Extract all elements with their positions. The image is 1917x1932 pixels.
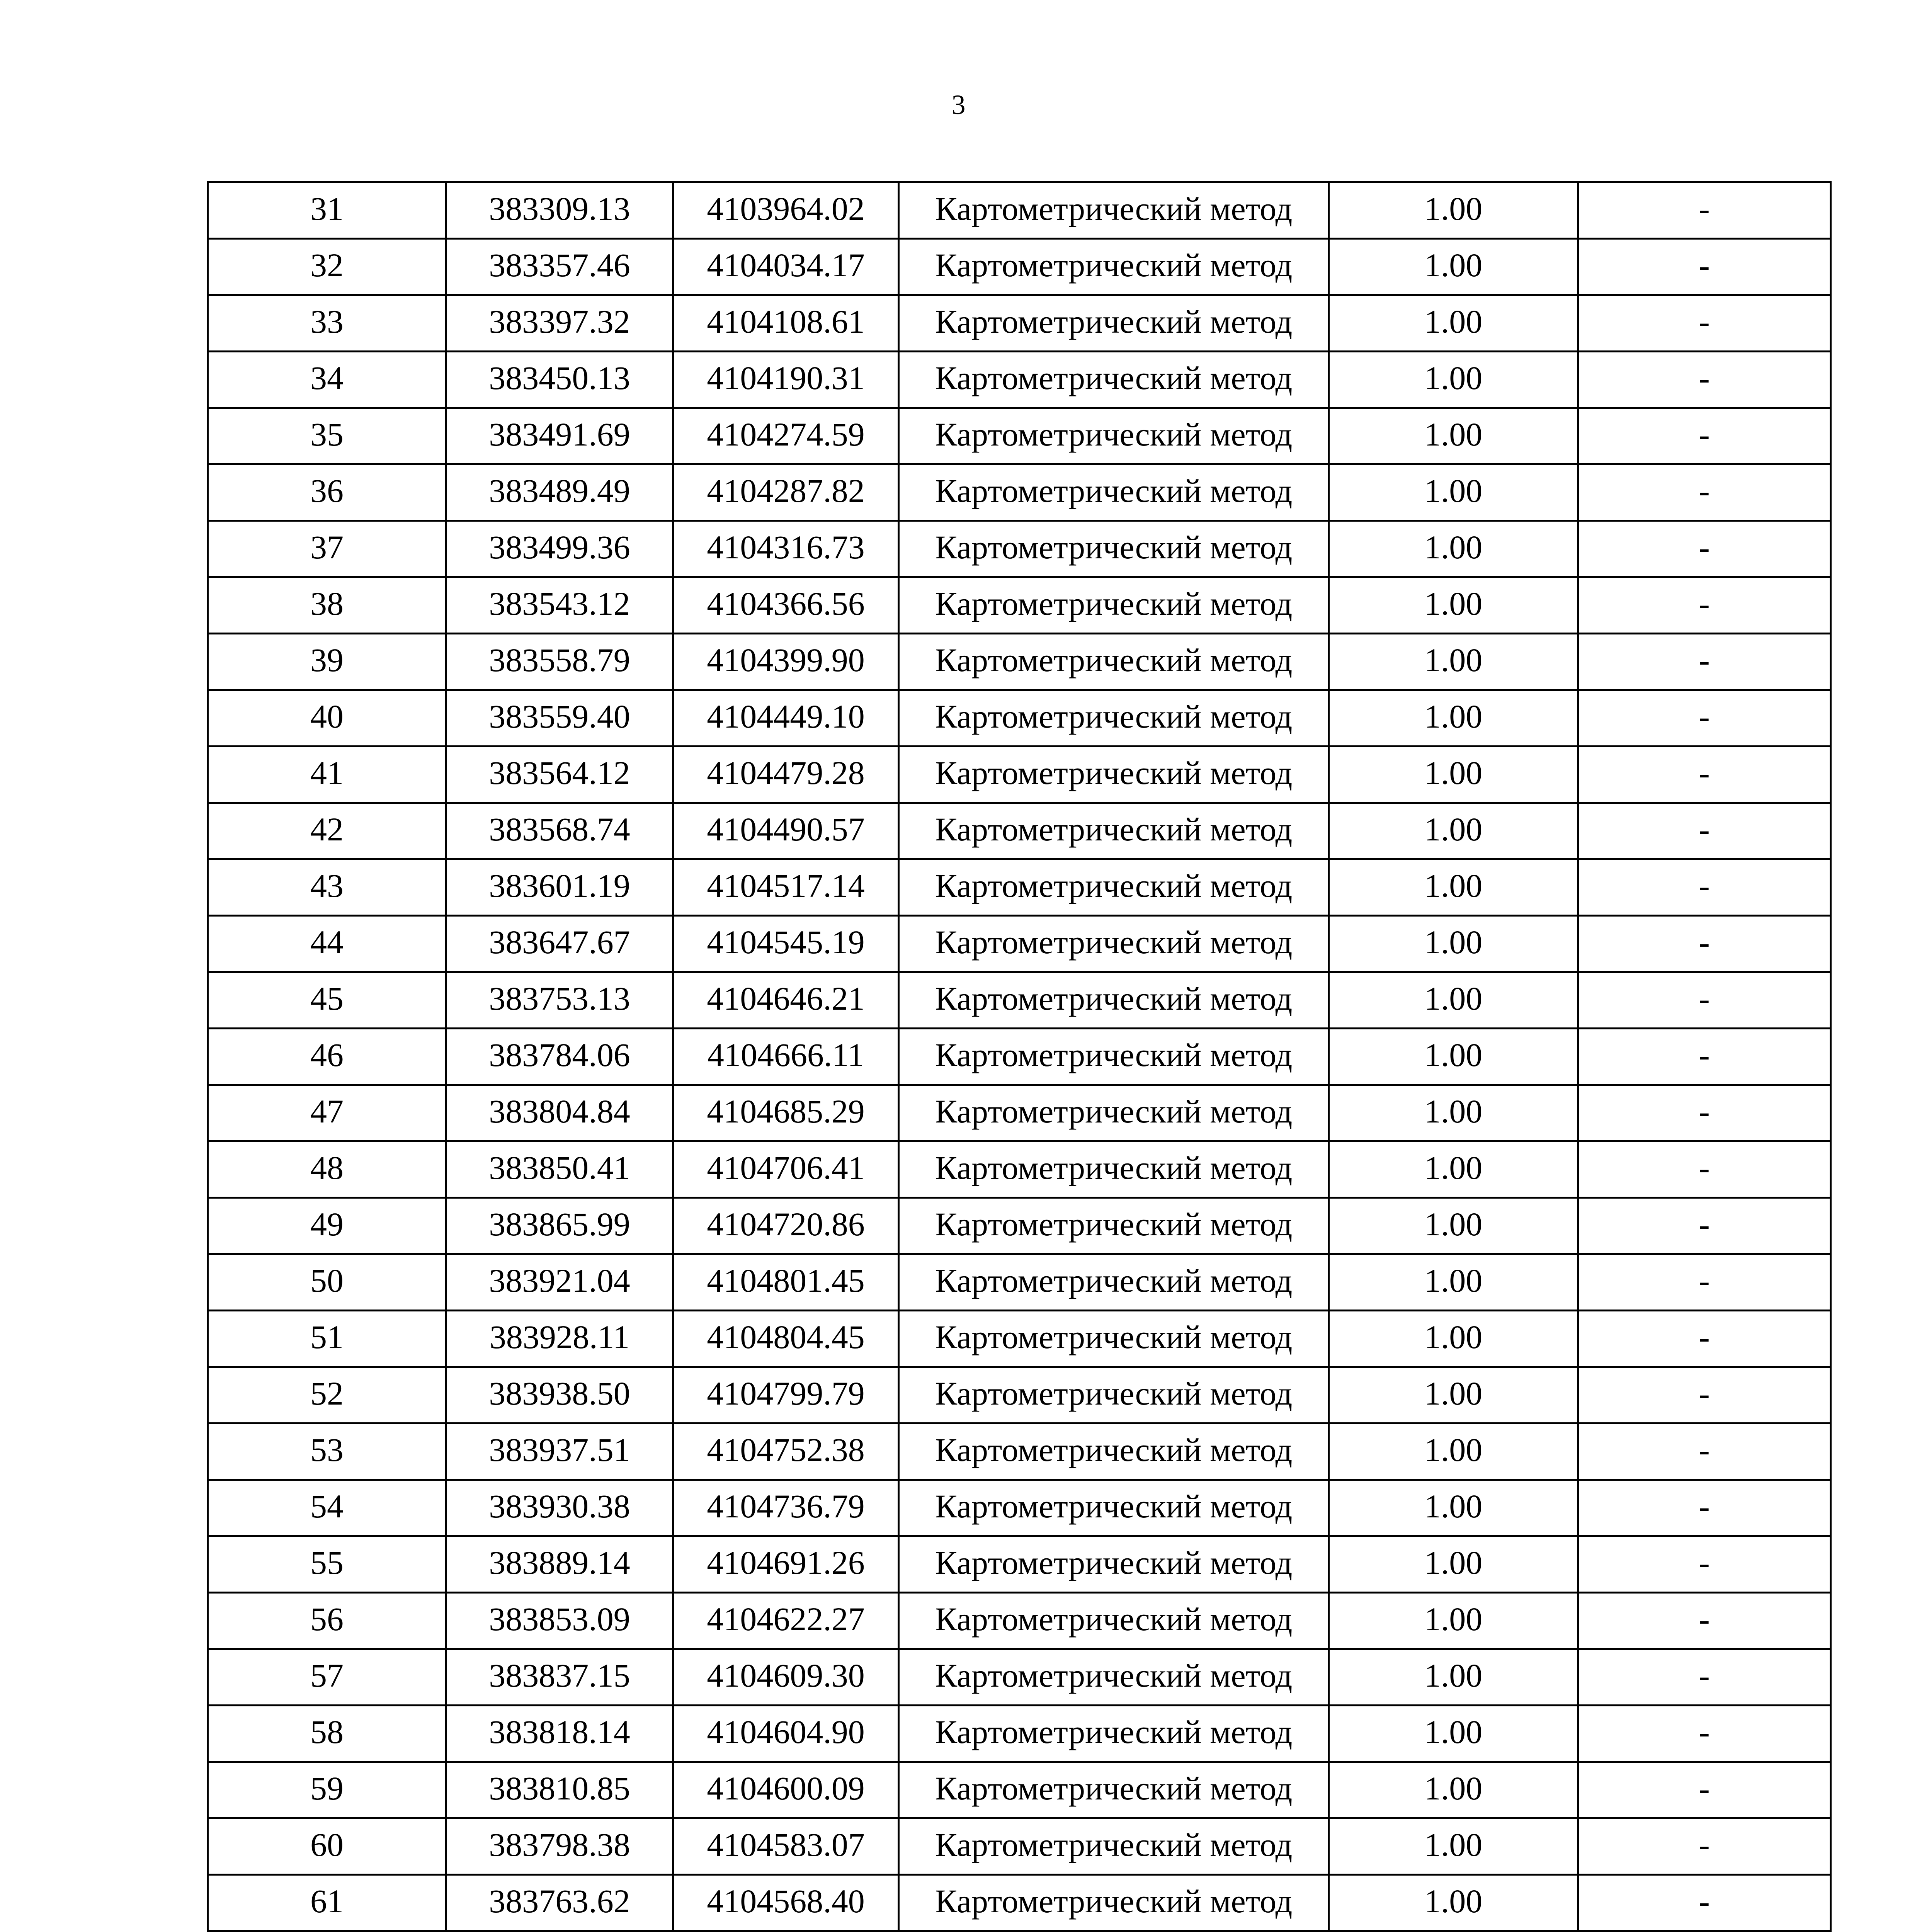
y-coordinate-cell: 4104720.86 [673,1198,899,1254]
accuracy-cell: 1.00 [1329,1762,1578,1818]
x-coordinate-cell: 383647.67 [446,916,673,972]
x-coordinate-cell: 383499.36 [446,521,673,577]
x-coordinate-cell: 383937.51 [446,1423,673,1480]
method-cell: Картометрический метод [899,1593,1329,1649]
point-number-cell: 46 [208,1029,446,1085]
y-coordinate-cell: 4104604.90 [673,1706,899,1762]
table-row [208,1141,1831,1198]
table-row [208,1423,1831,1480]
extra-cell: - [1578,1875,1831,1931]
x-coordinate-cell: 383601.19 [446,859,673,916]
point-number-cell: 45 [208,972,446,1029]
y-coordinate-cell: 4104799.79 [673,1367,899,1423]
method-cell: Картометрический метод [899,1536,1329,1593]
y-coordinate-cell: 4104646.21 [673,972,899,1029]
accuracy-cell: 1.00 [1329,352,1578,408]
coordinates-table [207,181,1832,1932]
x-coordinate-cell: 383818.14 [446,1706,673,1762]
extra-cell: - [1578,1029,1831,1085]
point-number-cell: 31 [208,182,446,239]
point-number-cell: 47 [208,1085,446,1141]
method-cell: Картометрический метод [899,182,1329,239]
method-cell: Картометрический метод [899,1141,1329,1198]
y-coordinate-cell: 4104568.40 [673,1875,899,1931]
accuracy-cell: 1.00 [1329,1875,1578,1931]
point-number-cell: 49 [208,1198,446,1254]
accuracy-cell: 1.00 [1329,408,1578,464]
y-coordinate-cell: 4104034.17 [673,239,899,295]
point-number-cell: 53 [208,1423,446,1480]
method-cell: Картометрический метод [899,972,1329,1029]
point-number-cell: 43 [208,859,446,916]
extra-cell: - [1578,1254,1831,1311]
extra-cell: - [1578,1536,1831,1593]
x-coordinate-cell: 383309.13 [446,182,673,239]
point-number-cell: 51 [208,1311,446,1367]
y-coordinate-cell: 4104399.90 [673,634,899,690]
extra-cell: - [1578,1649,1831,1706]
x-coordinate-cell: 383938.50 [446,1367,673,1423]
extra-cell: - [1578,1762,1831,1818]
table-row [208,1536,1831,1593]
table-row [208,577,1831,634]
point-number-cell: 48 [208,1141,446,1198]
y-coordinate-cell: 4104685.29 [673,1085,899,1141]
extra-cell: - [1578,239,1831,295]
accuracy-cell: 1.00 [1329,182,1578,239]
extra-cell: - [1578,859,1831,916]
accuracy-cell: 1.00 [1329,295,1578,352]
accuracy-cell: 1.00 [1329,690,1578,747]
table-row [208,747,1831,803]
table-row [208,521,1831,577]
y-coordinate-cell: 4104801.45 [673,1254,899,1311]
x-coordinate-cell: 383753.13 [446,972,673,1029]
method-cell: Картометрический метод [899,747,1329,803]
method-cell: Картометрический метод [899,295,1329,352]
x-coordinate-cell: 383889.14 [446,1536,673,1593]
accuracy-cell: 1.00 [1329,1029,1578,1085]
extra-cell: - [1578,972,1831,1029]
method-cell: Картометрический метод [899,1818,1329,1875]
method-cell: Картометрический метод [899,408,1329,464]
accuracy-cell: 1.00 [1329,1085,1578,1141]
extra-cell: - [1578,1480,1831,1536]
point-number-cell: 34 [208,352,446,408]
point-number-cell: 40 [208,690,446,747]
y-coordinate-cell: 4104316.73 [673,521,899,577]
accuracy-cell: 1.00 [1329,916,1578,972]
table-row [208,408,1831,464]
x-coordinate-cell: 383798.38 [446,1818,673,1875]
table-row [208,239,1831,295]
extra-cell: - [1578,1706,1831,1762]
accuracy-cell: 1.00 [1329,1706,1578,1762]
x-coordinate-cell: 383357.46 [446,239,673,295]
extra-cell: - [1578,408,1831,464]
method-cell: Картометрический метод [899,1198,1329,1254]
extra-cell: - [1578,916,1831,972]
y-coordinate-cell: 4104366.56 [673,577,899,634]
y-coordinate-cell: 4103964.02 [673,182,899,239]
x-coordinate-cell: 383810.85 [446,1762,673,1818]
point-number-cell: 61 [208,1875,446,1931]
accuracy-cell: 1.00 [1329,1480,1578,1536]
accuracy-cell: 1.00 [1329,1367,1578,1423]
table-row [208,972,1831,1029]
method-cell: Картометрический метод [899,239,1329,295]
table-row [208,182,1831,239]
table-row [208,690,1831,747]
table-row [208,1029,1831,1085]
y-coordinate-cell: 4104583.07 [673,1818,899,1875]
accuracy-cell: 1.00 [1329,1649,1578,1706]
point-number-cell: 35 [208,408,446,464]
extra-cell: - [1578,1085,1831,1141]
point-number-cell: 50 [208,1254,446,1311]
point-number-cell: 55 [208,1536,446,1593]
extra-cell: - [1578,1367,1831,1423]
method-cell: Картометрический метод [899,1875,1329,1931]
accuracy-cell: 1.00 [1329,1593,1578,1649]
x-coordinate-cell: 383928.11 [446,1311,673,1367]
point-number-cell: 39 [208,634,446,690]
point-number-cell: 38 [208,577,446,634]
point-number-cell: 37 [208,521,446,577]
y-coordinate-cell: 4104190.31 [673,352,899,408]
table-row [208,803,1831,859]
accuracy-cell: 1.00 [1329,1198,1578,1254]
y-coordinate-cell: 4104517.14 [673,859,899,916]
x-coordinate-cell: 383865.99 [446,1198,673,1254]
point-number-cell: 33 [208,295,446,352]
method-cell: Картометрический метод [899,1649,1329,1706]
point-number-cell: 56 [208,1593,446,1649]
x-coordinate-cell: 383559.40 [446,690,673,747]
extra-cell: - [1578,690,1831,747]
table-row [208,916,1831,972]
y-coordinate-cell: 4104449.10 [673,690,899,747]
method-cell: Картометрический метод [899,1762,1329,1818]
y-coordinate-cell: 4104545.19 [673,916,899,972]
accuracy-cell: 1.00 [1329,1423,1578,1480]
point-number-cell: 58 [208,1706,446,1762]
x-coordinate-cell: 383784.06 [446,1029,673,1085]
accuracy-cell: 1.00 [1329,1141,1578,1198]
y-coordinate-cell: 4104609.30 [673,1649,899,1706]
accuracy-cell: 1.00 [1329,1818,1578,1875]
method-cell: Картометрический метод [899,521,1329,577]
x-coordinate-cell: 383397.32 [446,295,673,352]
point-number-cell: 60 [208,1818,446,1875]
table-row [208,352,1831,408]
accuracy-cell: 1.00 [1329,239,1578,295]
accuracy-cell: 1.00 [1329,577,1578,634]
method-cell: Картометрический метод [899,1254,1329,1311]
point-number-cell: 41 [208,747,446,803]
table-row [208,1706,1831,1762]
point-number-cell: 59 [208,1762,446,1818]
extra-cell: - [1578,1423,1831,1480]
extra-cell: - [1578,747,1831,803]
extra-cell: - [1578,1593,1831,1649]
y-coordinate-cell: 4104691.26 [673,1536,899,1593]
accuracy-cell: 1.00 [1329,1311,1578,1367]
table-row [208,1875,1831,1931]
table-row [208,295,1831,352]
table-row [208,1198,1831,1254]
method-cell: Картометрический метод [899,859,1329,916]
x-coordinate-cell: 383921.04 [446,1254,673,1311]
extra-cell: - [1578,634,1831,690]
coordinates-table-body [208,182,1831,1932]
extra-cell: - [1578,577,1831,634]
table-row [208,1311,1831,1367]
y-coordinate-cell: 4104622.27 [673,1593,899,1649]
point-number-cell: 44 [208,916,446,972]
x-coordinate-cell: 383450.13 [446,352,673,408]
x-coordinate-cell: 383491.69 [446,408,673,464]
point-number-cell: 42 [208,803,446,859]
accuracy-cell: 1.00 [1329,1254,1578,1311]
x-coordinate-cell: 383558.79 [446,634,673,690]
table-row [208,1254,1831,1311]
extra-cell: - [1578,521,1831,577]
x-coordinate-cell: 383837.15 [446,1649,673,1706]
table-row [208,1085,1831,1141]
point-number-cell: 52 [208,1367,446,1423]
y-coordinate-cell: 4104490.57 [673,803,899,859]
table-row [208,464,1831,521]
accuracy-cell: 1.00 [1329,747,1578,803]
method-cell: Картометрический метод [899,634,1329,690]
method-cell: Картометрический метод [899,1480,1329,1536]
method-cell: Картометрический метод [899,1085,1329,1141]
table-row [208,1480,1831,1536]
method-cell: Картометрический метод [899,803,1329,859]
method-cell: Картометрический метод [899,1706,1329,1762]
x-coordinate-cell: 383763.62 [446,1875,673,1931]
method-cell: Картометрический метод [899,1367,1329,1423]
point-number-cell: 36 [208,464,446,521]
extra-cell: - [1578,464,1831,521]
extra-cell: - [1578,182,1831,239]
x-coordinate-cell: 383489.49 [446,464,673,521]
accuracy-cell: 1.00 [1329,859,1578,916]
point-number-cell: 57 [208,1649,446,1706]
extra-cell: - [1578,803,1831,859]
extra-cell: - [1578,295,1831,352]
method-cell: Картометрический метод [899,1029,1329,1085]
method-cell: Картометрический метод [899,464,1329,521]
x-coordinate-cell: 383564.12 [446,747,673,803]
accuracy-cell: 1.00 [1329,803,1578,859]
y-coordinate-cell: 4104600.09 [673,1762,899,1818]
table-row [208,1818,1831,1875]
x-coordinate-cell: 383568.74 [446,803,673,859]
table-row [208,859,1831,916]
y-coordinate-cell: 4104274.59 [673,408,899,464]
x-coordinate-cell: 383850.41 [446,1141,673,1198]
accuracy-cell: 1.00 [1329,521,1578,577]
extra-cell: - [1578,1198,1831,1254]
method-cell: Картометрический метод [899,577,1329,634]
method-cell: Картометрический метод [899,916,1329,972]
extra-cell: - [1578,1818,1831,1875]
point-number-cell: 54 [208,1480,446,1536]
y-coordinate-cell: 4104287.82 [673,464,899,521]
x-coordinate-cell: 383543.12 [446,577,673,634]
accuracy-cell: 1.00 [1329,972,1578,1029]
method-cell: Картометрический метод [899,1311,1329,1367]
table-row [208,1593,1831,1649]
point-number-cell: 32 [208,239,446,295]
extra-cell: - [1578,1141,1831,1198]
table-row [208,634,1831,690]
table-row [208,1762,1831,1818]
extra-cell: - [1578,1311,1831,1367]
table-row [208,1649,1831,1706]
x-coordinate-cell: 383804.84 [446,1085,673,1141]
accuracy-cell: 1.00 [1329,634,1578,690]
y-coordinate-cell: 4104108.61 [673,295,899,352]
x-coordinate-cell: 383853.09 [446,1593,673,1649]
y-coordinate-cell: 4104752.38 [673,1423,899,1480]
method-cell: Картометрический метод [899,690,1329,747]
y-coordinate-cell: 4104666.11 [673,1029,899,1085]
page-number: 3 [951,89,966,120]
method-cell: Картометрический метод [899,1423,1329,1480]
y-coordinate-cell: 4104804.45 [673,1311,899,1367]
y-coordinate-cell: 4104479.28 [673,747,899,803]
y-coordinate-cell: 4104736.79 [673,1480,899,1536]
extra-cell: - [1578,352,1831,408]
method-cell: Картометрический метод [899,352,1329,408]
accuracy-cell: 1.00 [1329,464,1578,521]
y-coordinate-cell: 4104706.41 [673,1141,899,1198]
table-row [208,1367,1831,1423]
accuracy-cell: 1.00 [1329,1536,1578,1593]
x-coordinate-cell: 383930.38 [446,1480,673,1536]
